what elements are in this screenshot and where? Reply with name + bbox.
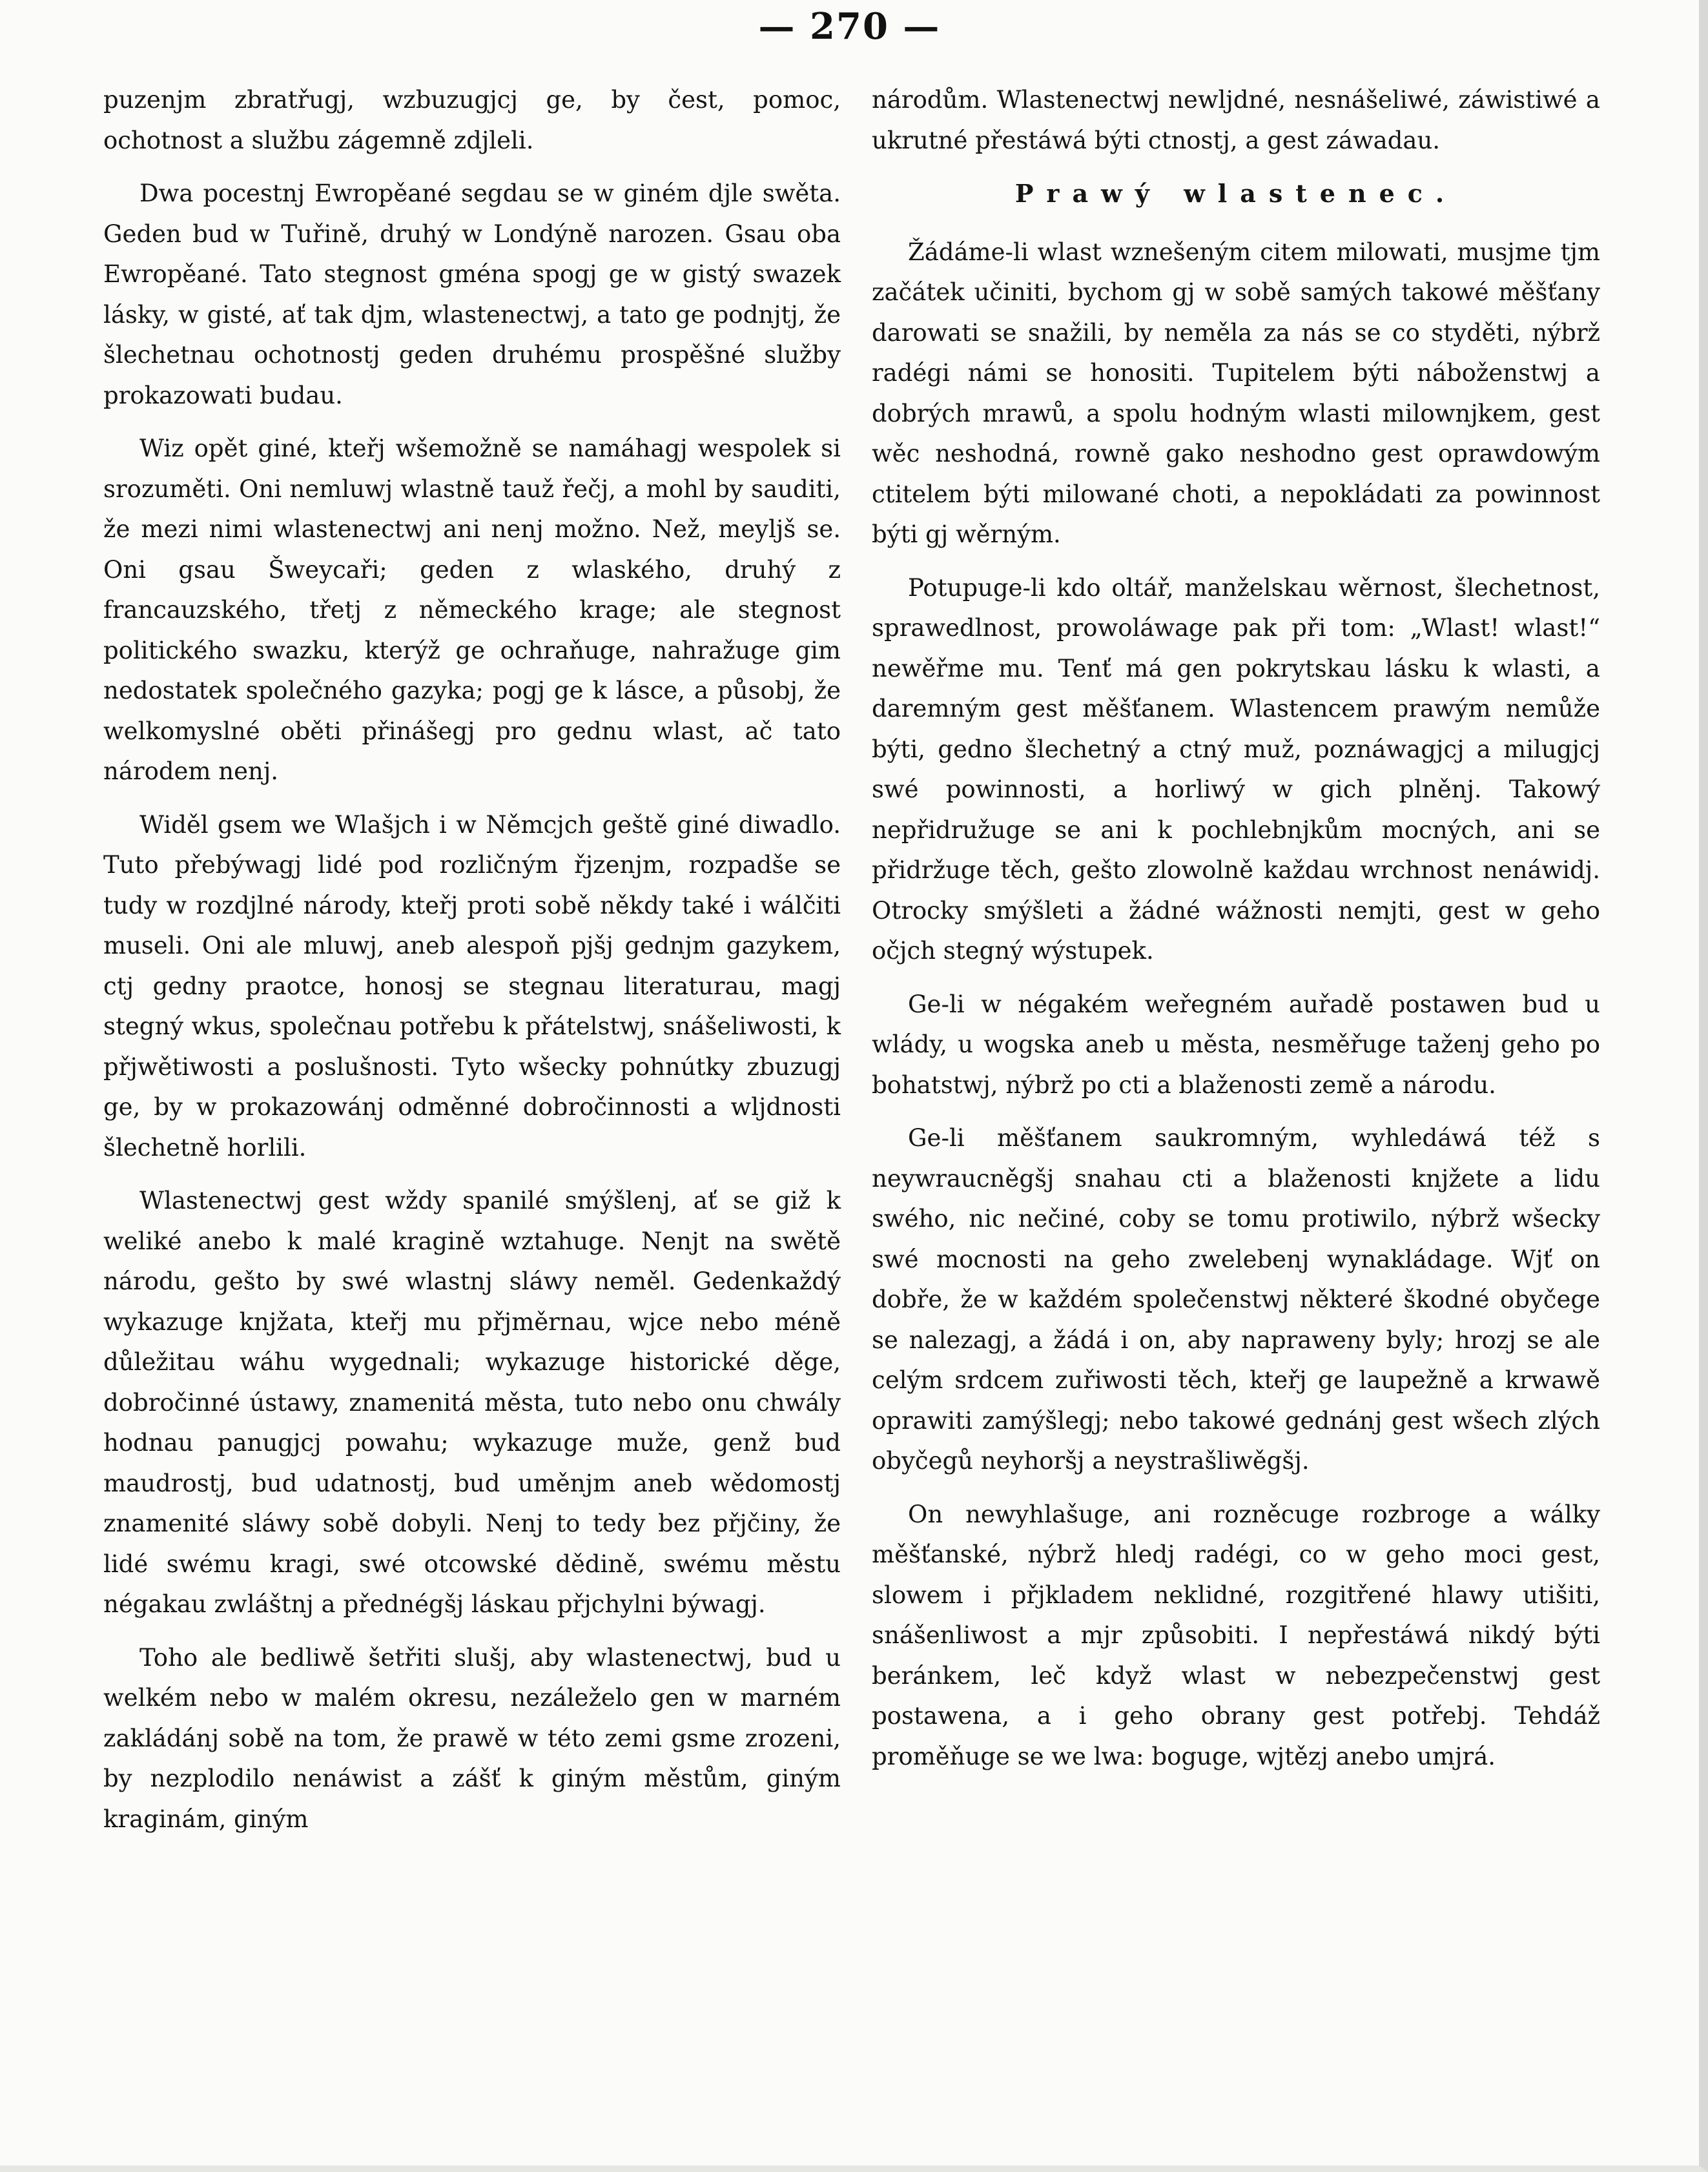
left-paragraph-1: puzenjm zbratřugj, wzbuzugjcj ge, by čest, pomoc, ochotnost a službu zágemně zdjleli. [103,86,841,154]
right-paragraph-4: Ge-li měšťanem saukromným, wyhledáwá též s neywraucněgšj snahau cti a blaženosti knjžete a lidu swého, nic nečiné, coby se tomu protiwilo, nýbrž wšecky swé mocnosti na geho zwelebenj wynakládage. Wjť on dobře, že w každém společenstwj některé škodné obyčege se nalezagj, a žádá i on, aby napraweny byly; hrozj se ale celým srdcem zuřiwosti těch, kteřj ge laupežně a krwawě oprawiti zamýšlegj; nebo takowé gednánj gest wšech zlých obyčegů neyhoršj a neystrašliwěgšj. [872,1124,1600,1475]
right-paragraph-2: Potupuge-li kdo oltář, manželskau wěrnost, šlechetnost, sprawedlnost, prowoláwage pak při tom: „Wlast! wlast!“ newěřme mu. Tenť má gen pokrytskau lásku k wlasti, a daremným gest měšťanem. Wlastencem prawým nemůže býti, gedno šlechetný a ctný muž, poznáwagjcj a milugjcj swé powinnosti, a horliwý w gich plněnj. Takowý nepřidružuge se ani k pochlebnjkům mocných, ani se přidržuge těch, gešto zlowolně každau wrchnost nenáwidj. Otrocky smýšleti a žádné wážnosti nemjti, gest w geho očjch stegný wýstupek. [872,573,1600,965]
section-title: Prawý wlastenec. [1014,179,1457,208]
left-paragraph-2: Dwa pocestnj Ewropěané segdau se w giném djle swěta. Geden bud w Tuřině, druhý w Londýně narozen. Gsau oba Ewropěané. Tato stegnost gména spogj ge w gistý swazek lásky, w gisté, ať tak djm, wlastenectwj, a tato ge podnjtj, že šlechetnau ochotnostj geden druhému prospěšné služby prokazowati budau. [103,179,841,409]
right-paragraph-1: Žádáme-li wlast wznešeným citem milowati, musjme tjm začátek učiniti, bychom gj w sobě samých takowé měšťany darowati se snažili, by neměla za nás se co styděti, nýbrž radégi námi se honositi. Tupitelem býti náboženstwj a dobrých mrawů, a spolu hodným wlasti milownjkem, gest wěc neshodná, rowně gako neshodno gest oprawdowým ctitelem býti milowané choti, a nepokládati za powinnost býti gj wěrným. [872,238,1600,548]
page-number: — 270 — [758,5,941,48]
left-paragraph-4: Widěl gsem we Wlašjch i w Němcjch geště giné diwadlo. Tuto přebýwagj lidé pod rozličným řjzenjm, rozpadše se tudy w rozdjlné národy, kteřj proti sobě někdy také i wálčiti museli. Oni ale mluwj, aneb alespoň pjšj gednjm gazykem, ctj gedny praotce, honosj se stegnau literaturau, magj stegný wkus, společnau potřebu k přátelstwj, snášeliwosti, k přjwětiwosti a poslušnosti. Tyto wšecky pohnútky zbuzugj ge, by w prokazowánj odměnné dobročinnosti a wljdnosti šlechetně horlili. [103,810,841,1162]
left-paragraph-5: Wlastenectwj gest wždy spanilé smýšlenj, ať se giž k weliké anebo k malé kragině wztahuge. Nenjt na swětě národu, gešto by swé wlastnj sláwy neměl. Gedenkaždý wykazuge knjžata, kteřj mu přjměrnau, wjce nebo méně důležitau wáhu wygednali; wykazuge historické děge, dobročinné ústawy, znamenitá města, tuto nebo onu chwály hodnau panugjcj powahu; wykazuge muže, genž bud maudrostj, bud udatnostj, bud uměnjm aneb wědomostj znamenité sláwy sobě dobyli. Nenj to tedy bez přjčiny, že lidé swému kragi, swé otcowské dědině, swému městu négakau zwláštnj a přednégšj láskau přjchylni býwagj. [103,1187,841,1618]
right-column [872,80,1600,1790]
left-paragraph-6: Toho ale bedliwě šetřiti slušj, aby wlastenectwj, bud u welkém nebo w malém okresu, nezáleželo gen w marném zakládánj sobě na tom, že prawě w této zemi gsme zrozeni, by nezplodilo nenáwist a zášť k giným městům, giným kraginám, giným [103,1643,841,1833]
right-paragraph-5: On newyhlašuge, ani rozněcuge rozbroge a wálky měšťanské, nýbrž hledj radégi, co w geho moci gest, slowem i přjkladem neklidné, rozgitřené hlawy utišiti, snášenliwost a mjr způsobiti. I nepřestáwá nikdý býti beránkem, leč když wlast w nebezpečenstwj gest postawena, a i geho obrany gest potřebj. Tehdáž proměňuge se we lwa: boguge, wjtězj anebo umjrá. [872,1500,1600,1770]
right-paragraph-3: Ge-li w négakém weřegném auřadě postawen bud u wlády, u wogska aneb u města, nesměřuge taženj geho po bohatstwj, nýbrž po cti a blaženosti země a národu. [872,990,1600,1099]
right-paragraph-continuation: národům. Wlastenectwj newljdné, nesnášeliwé, záwistiwé a ukrutné přestáwá býti ctnostj, a gest záwadau. [872,86,1600,154]
left-column [103,80,841,1852]
left-paragraph-3: Wiz opět giné, kteřj wšemožně se namáhagj wespolek si srozuměti. Oni nemluwj wlastně tauž řečj, a mohl by sauditi, že mezi nimi wlastenectwj ani nenj možno. Než, meyljš se. Oni gsau Šweycaři; geden z wlaského, druhý z francauzského, třetj z německého krage; ale stegnost politického swazku, kterýž ge ochraňuge, nahražuge gim nedostatek společného gazyka; pogj ge k lásce, a působj, že welkomyslné oběti přinášegj pro gednu wlast, ač tato národem nenj. [103,435,841,785]
